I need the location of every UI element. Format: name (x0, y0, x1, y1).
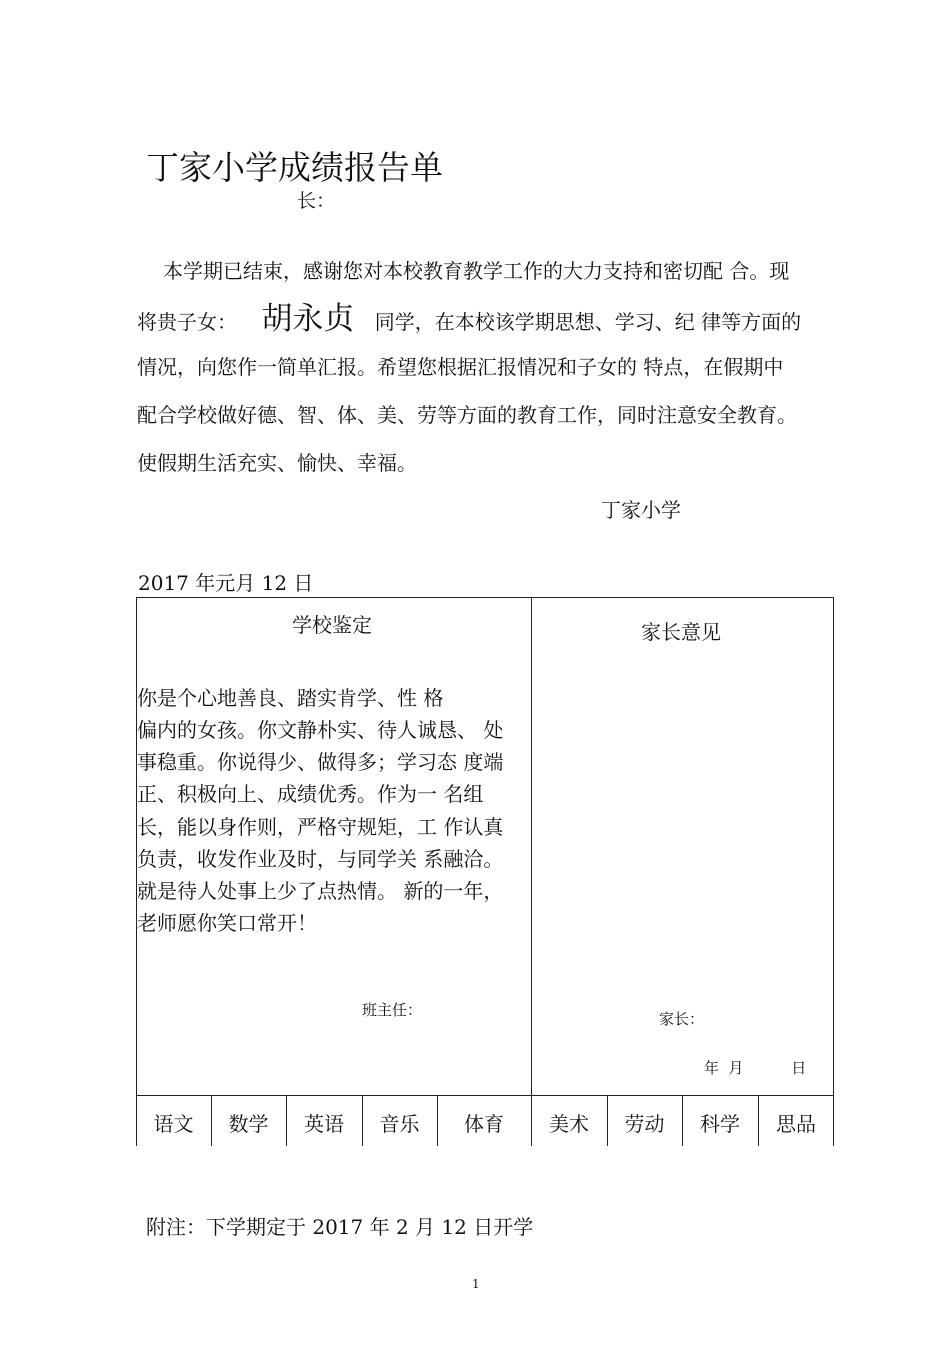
subject-art: 美术 (549, 1112, 589, 1136)
report-title: 丁家小学成绩报告单 (146, 148, 443, 187)
comment-line: 你是个心地善良、踏实肯学、性 格 (137, 686, 444, 710)
letter-date: 2017 年元月 12 日 (138, 571, 314, 595)
comment-line: 就是待人处事上少了点热情。 新的一年， (137, 879, 504, 903)
footnote: 附注：下学期定于 2017 年 2 月 12 日开学 (146, 1215, 534, 1239)
letter-line-3: 情况，向您作一简单汇报。希望您根据汇报情况和子女的 特点，在假期中 (137, 355, 784, 379)
letter-line-2-suffix: 同学，在本校该学期思想、学习、纪 律等方面的 (374, 310, 802, 334)
letter-line-2-prefix: 将贵子女： (137, 310, 237, 334)
parent-opinion-heading: 家长意见 (641, 620, 721, 644)
parent-signature-label: 家长： (659, 1010, 705, 1028)
subject-labor: 劳动 (624, 1112, 665, 1136)
school-assessment-heading: 学校鉴定 (292, 613, 372, 637)
letter-line-4: 配合学校做好德、智、体、美、劳等方面的教育工作，同时注意安全教育。 (137, 403, 797, 427)
subject-morality: 思品 (776, 1112, 816, 1136)
parent-date-fields: 年 月 日 (704, 1059, 807, 1077)
subject-chinese: 语文 (153, 1112, 194, 1136)
subject-music: 音乐 (379, 1112, 420, 1136)
comment-line: 事稳重。你说得少、做得多；学习态 度端 (137, 750, 504, 774)
subject-science: 科学 (700, 1112, 740, 1136)
subject-english: 英语 (304, 1112, 344, 1136)
page-number: 1 (472, 1277, 480, 1291)
comment-line: 正、积极向上、成绩优秀。作为一 名组 (137, 782, 484, 806)
table-column-divider (531, 597, 532, 1146)
letter-line-5: 使假期生活充实、愉快、幸福。 (137, 451, 417, 475)
subject-pe: 体育 (464, 1112, 504, 1136)
letter-line-1: 本学期已结束，感谢您对本校教育教学工作的大力支持和密切配 合。现 (163, 259, 790, 283)
table-row-divider (136, 1095, 834, 1096)
subject-math: 数学 (228, 1112, 269, 1136)
comment-line: 老师愿你笑口常开！ (137, 911, 317, 935)
school-signature: 丁家小学 (601, 498, 681, 522)
comment-line: 偏内的女孩。你文静朴实、待人诚恳、 处 (137, 718, 504, 742)
salutation: 长： (297, 190, 336, 212)
letter-line-2 (137, 293, 801, 338)
head-teacher-label: 班主任： (362, 1001, 423, 1019)
comment-line: 负责，收发作业及时，与同学关 系融洽。 (137, 847, 504, 871)
student-name: 胡永贞 (261, 301, 355, 337)
comment-line: 长，能以身作则，严格守规矩，工 作认真 (137, 815, 504, 839)
